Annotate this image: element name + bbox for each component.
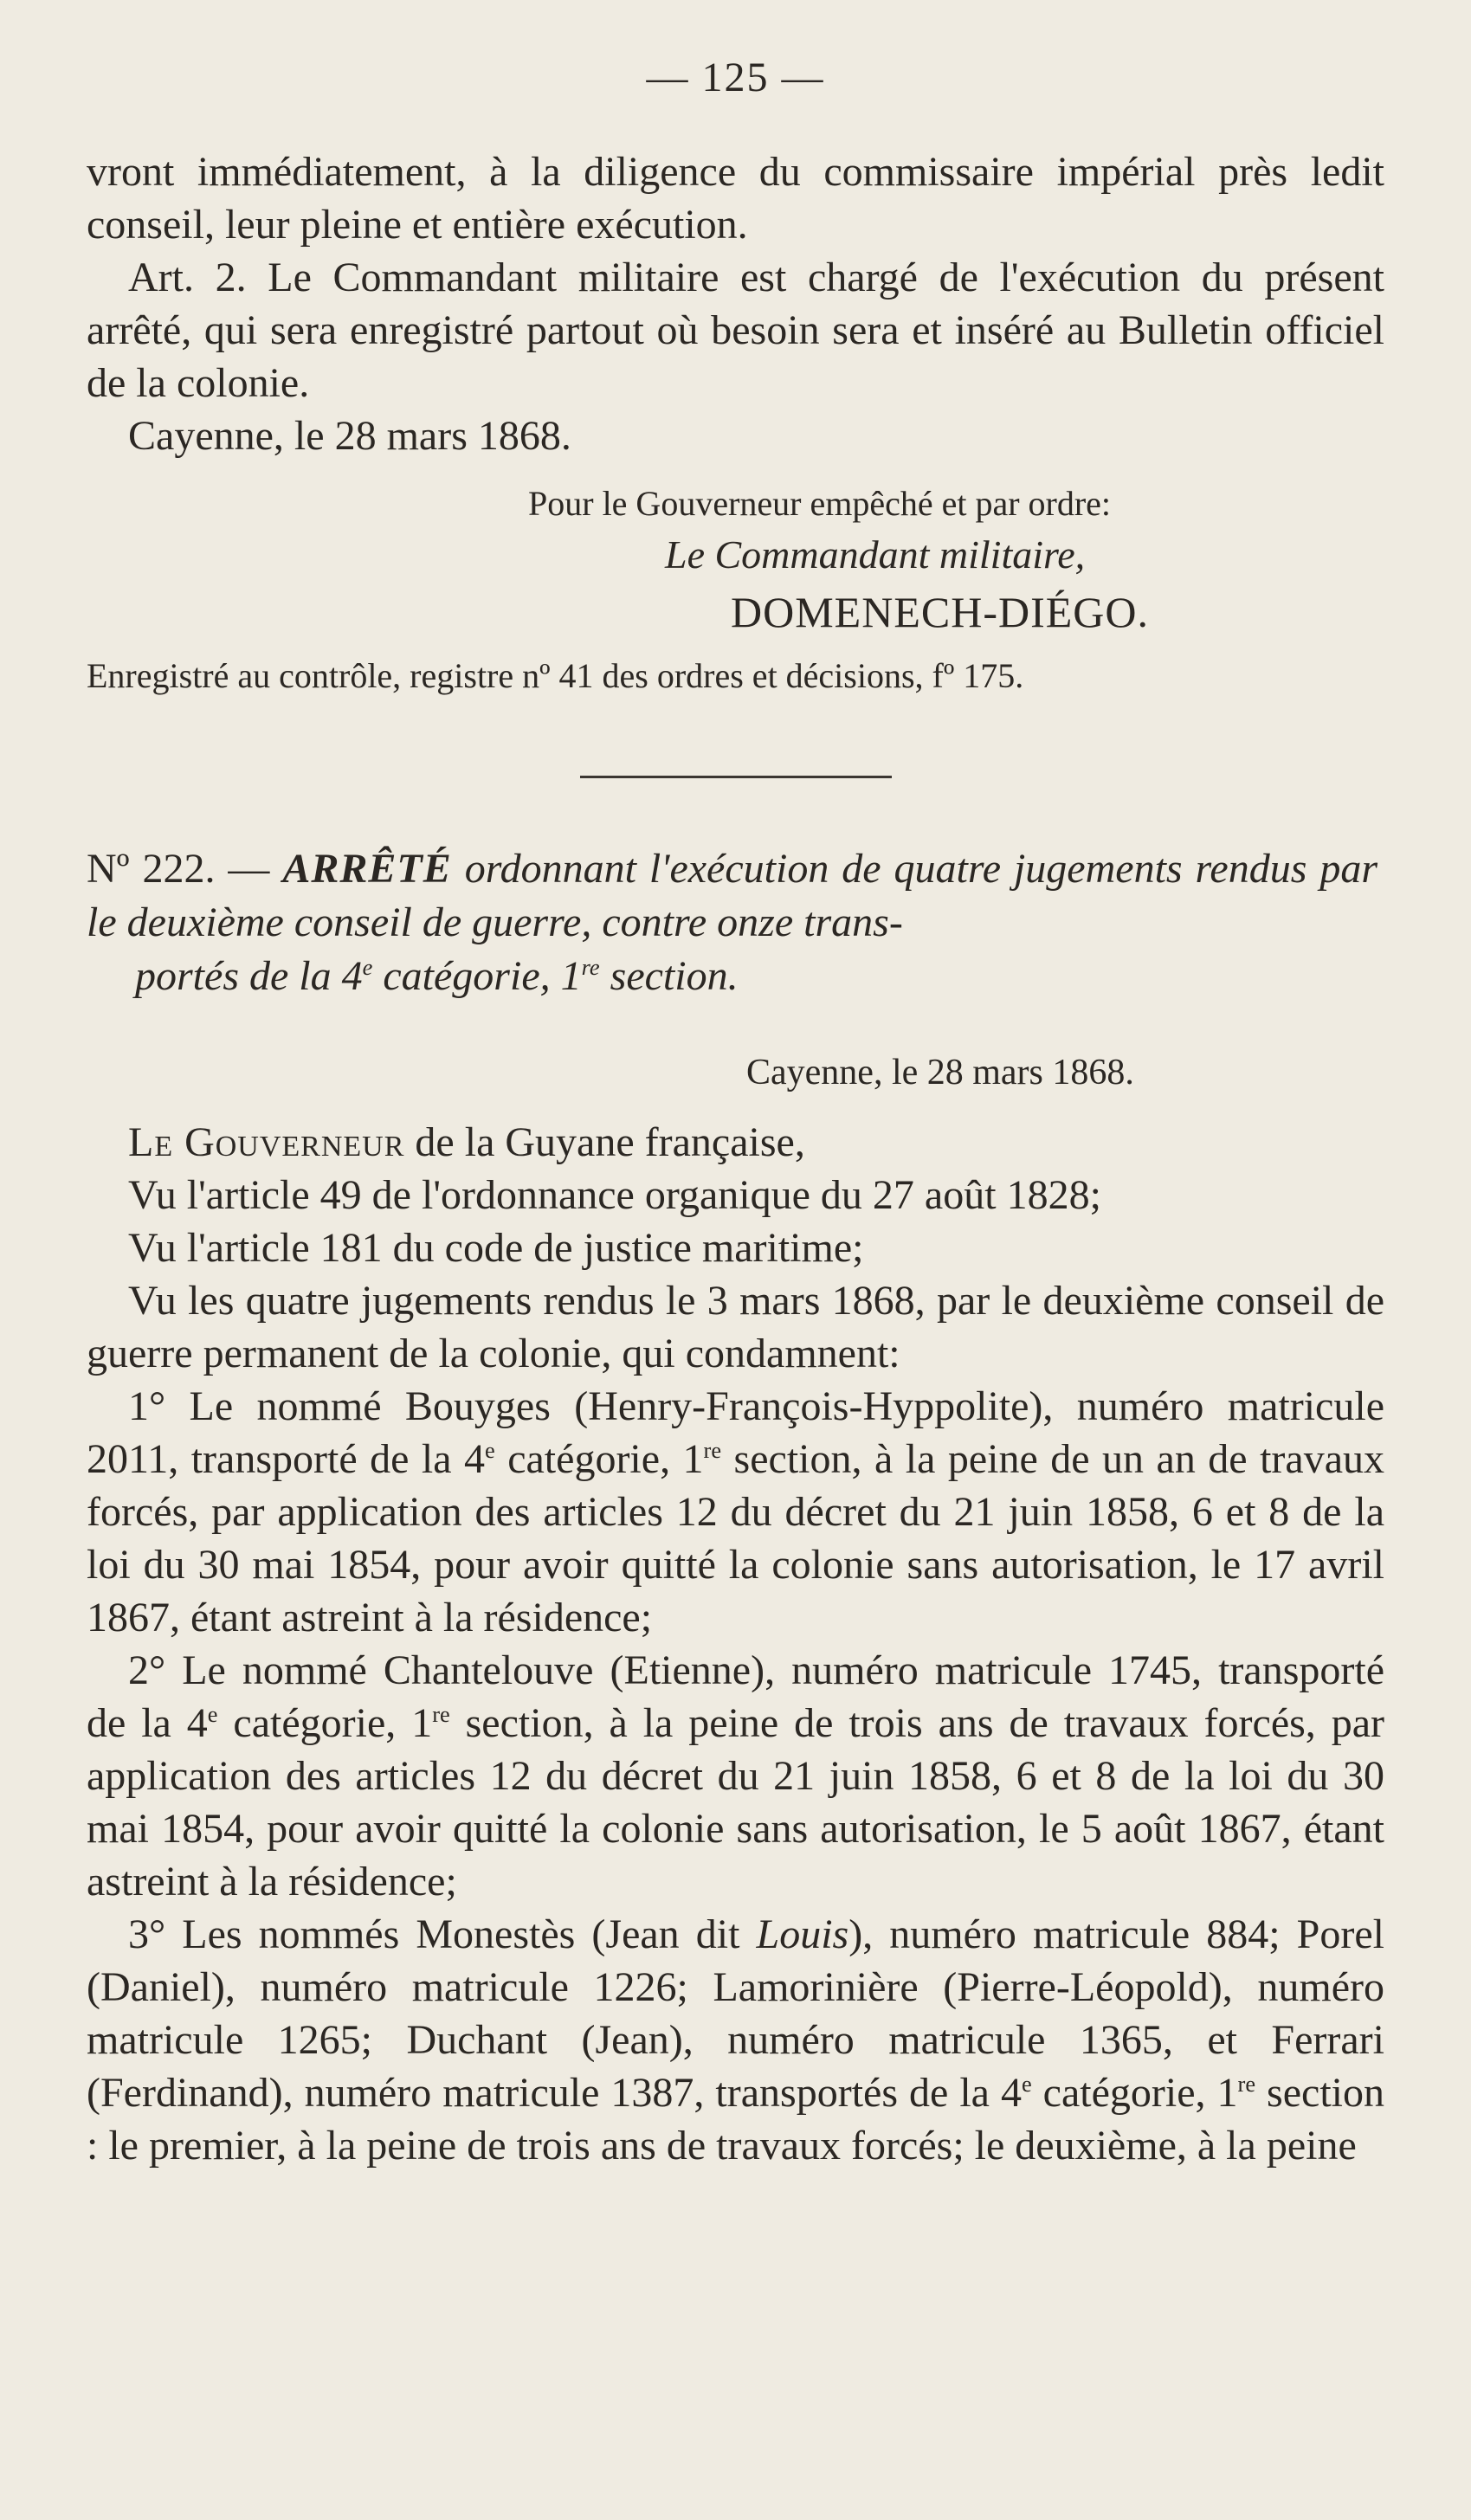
section-divider — [580, 776, 892, 778]
registration-note: Enregistré au contrôle, registre nº 41 des ordres et décisions, fº 175. — [87, 656, 1024, 695]
signature-name: DOMENECH-DIÉGO. — [731, 588, 1149, 636]
signing-date: Cayenne, le 28 mars 1868. — [128, 413, 571, 459]
item-text: 1° Le nommé Bouyges (Henry-François-Hyppolite), numéro matricule 2011, transporté de la 4 — [87, 1383, 1384, 1482]
item-text: section, à la peine de trois ans de travaux forcés, par application des articles 12 du décret du 21 juin 1858, 6 et 8 de la loi du 30 mai 1854, pour avoir quitté la colonie sans autorisation, le 5 août 1867, étant astreint à la résidence; — [87, 1700, 1385, 1905]
signature-order: Pour le Gouverneur empêché et par ordre: — [528, 484, 1112, 523]
superscript: re — [703, 1437, 722, 1463]
judgment-item-2 — [87, 1644, 1384, 1908]
item-text: section : le premier, à la peine de trois ans de travaux forcés; le deuxième, à la peine — [87, 2070, 1384, 2169]
arrete-place-date: Cayenne, le 28 mars 1868. — [746, 1053, 1134, 1092]
vu-clause-3: Vu les quatre jugements rendus le 3 mars 1868, par le deuxième conseil de guerre permanent de la colonie, qui condamnent: — [87, 1278, 1384, 1376]
arrete-title-rest: ordonnant l'exécution de quatre jugements rendus par le deuxième conseil de guerre, contre onze trans- — [87, 846, 1378, 945]
arrete-title-part: section. — [599, 953, 739, 999]
item-text-italic: Louis — [756, 1911, 849, 1957]
arrete-number: Nº 222. — — [87, 846, 270, 892]
article-2: Art. 2. Le Commandant militaire est chargé de l'exécution du présent arrêté, qui sera enregistré partout où besoin sera et inséré au Bulletin officiel de la colonie. — [87, 255, 1384, 406]
vu-clause-2: Vu l'article 181 du code de justice maritime; — [128, 1225, 864, 1271]
superscript: e — [1021, 2071, 1032, 2097]
arrete-title-word: ARRÊTÉ — [282, 846, 452, 892]
superscript: re — [432, 1701, 450, 1727]
item-text: catégorie, 1 — [1031, 2070, 1238, 2116]
superscript: e — [485, 1437, 495, 1463]
vu-clause-1: Vu l'article 49 de l'ordonnance organique du 27 août 1828; — [128, 1172, 1101, 1218]
judgment-item-3 — [87, 1908, 1384, 2172]
paragraph-continuation: vront immédiatement, à la diligence du commissaire impérial près ledit conseil, leur pleine et entière exécution. — [87, 149, 1384, 248]
governor-rest: de la Guyane française, — [404, 1119, 805, 1165]
item-text: section, à la peine de un an de travaux forcés, par application des articles 12 du décret du 21 juin 1858, 6 et 8 de la loi du 30 mai 1854, pour avoir quitté la colonie sans autorisation, le 17 avril 1867, étant astreint à la résidence; — [87, 1436, 1385, 1640]
superscript: re — [1237, 2071, 1256, 2097]
item-text: 2° Le nommé Chantelouve (Etienne), numéro matricule 1745, transporté de la 4 — [87, 1647, 1384, 1746]
page-number: — 125 — — [646, 55, 825, 100]
superscript: e — [362, 954, 373, 980]
superscript: e — [207, 1701, 218, 1727]
arrete-title-part: portés de la 4 — [135, 953, 363, 999]
governor-line — [87, 1116, 1384, 1169]
item-text: 3° Les nommés Monestès (Jean dit — [128, 1911, 757, 1957]
superscript: re — [581, 954, 600, 980]
judgment-item-1 — [87, 1380, 1384, 1644]
governor-title: Le Gouverneur — [128, 1119, 405, 1165]
arrete-title-part: catégorie, 1 — [372, 953, 582, 999]
signature-role: Le Commandant militaire, — [665, 532, 1086, 577]
item-text: catégorie, 1 — [494, 1436, 704, 1482]
arrete-title-end — [87, 950, 1384, 1003]
item-text: catégorie, 1 — [217, 1700, 433, 1746]
arrete-heading — [87, 842, 1384, 950]
item-text: ), numéro matricule 884; Porel (Daniel), numéro matricule 1226; Lamorinière (Pierre-Léopold), numéro matricule 1265; Duchant (Jean), numéro matricule 1365, et Ferrari (Ferdinand), numéro matricule 1387, transportés de la 4 — [87, 1911, 1384, 2116]
